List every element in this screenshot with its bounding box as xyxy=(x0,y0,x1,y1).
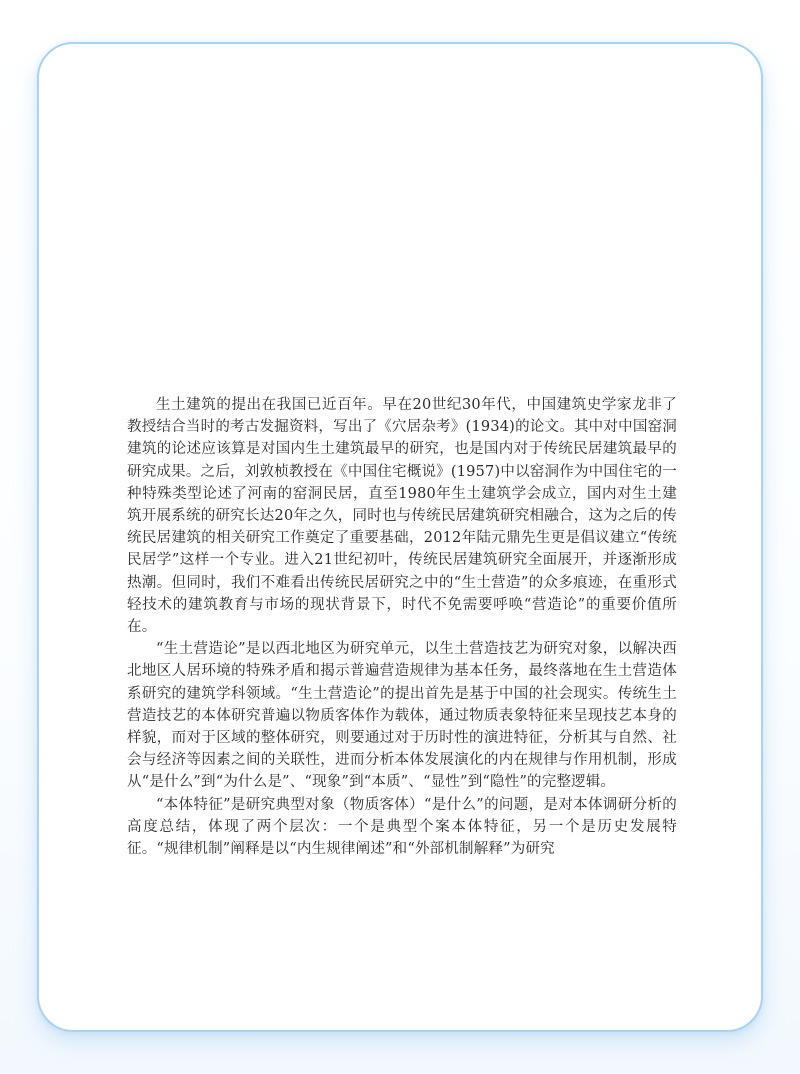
paragraph-3: “本体特征”是研究典型对象（物质客体）“是什么”的问题，是对本体调研分析的高度总结，体现了两个层次：一个是典型个案本体特征，另一个是历史发展特征。“规律机制”阐释是以“内生规律阐述”和“外部机制解释”为研究 xyxy=(127,796,677,858)
page-card xyxy=(37,42,763,1032)
paragraph-1: 生土建筑的提出在我国已近百年。早在20世纪30年代，中国建筑史学家龙非了教授结合当时的考古发掘资料，写出了《穴居杂考》(1934)的论文。其中对中国窑洞建筑的论述应该算是对国内生土建筑最早的研究，也是国内对于传统民居建筑最早的研究成果。之后，刘敦桢教授在《中国住宅概说》(1957)中以窑洞作为中国住宅的一种特殊类型论述了河南的窑洞民居，直至1980年生土建筑学会成立，国内对生土建筑开展系统的研究长达20年之久，同时也与传统民居建筑研究相融合，这为之后的传统民居建筑的相关研究工作奠定了重要基础，2012年陆元鼎先生更是倡议建立“传统民居学”这样一个专业。进入21世纪初叶，传统民居建筑研究全面展开，并逐渐形成热潮。但同时，我们不难看出传统民居研究之中的“生土营造”的众多痕迹，在重形式轻技术的建筑教育与市场的现状背景下，时代不免需要呼唤“营造论”的重要价值所在。 xyxy=(127,397,677,636)
body-text xyxy=(127,394,677,860)
paragraph-2: “生土营造论”是以西北地区为研究单元，以生土营造技艺为研究对象，以解决西北地区人居环境的特殊矛盾和揭示普遍营造规律为基本任务，最终落地在生土营造体系研究的建筑学科领域。“生土营造论”的提出首先是基于中国的社会现实。传统生土营造技艺的本体研究普遍以物质客体作为载体，通过物质表象特征来呈现技艺本身的样貌，而对于区域的整体研究，则要通过对于历时性的演进特征，分析其与自然、社会与经济等因素之间的关联性，进而分析本体发展演化的内在规律与作用机制，形成从“是什么”到“为什么是”、“现象”到“本质”、“显性”到“隐性”的完整逻辑。 xyxy=(127,641,677,791)
